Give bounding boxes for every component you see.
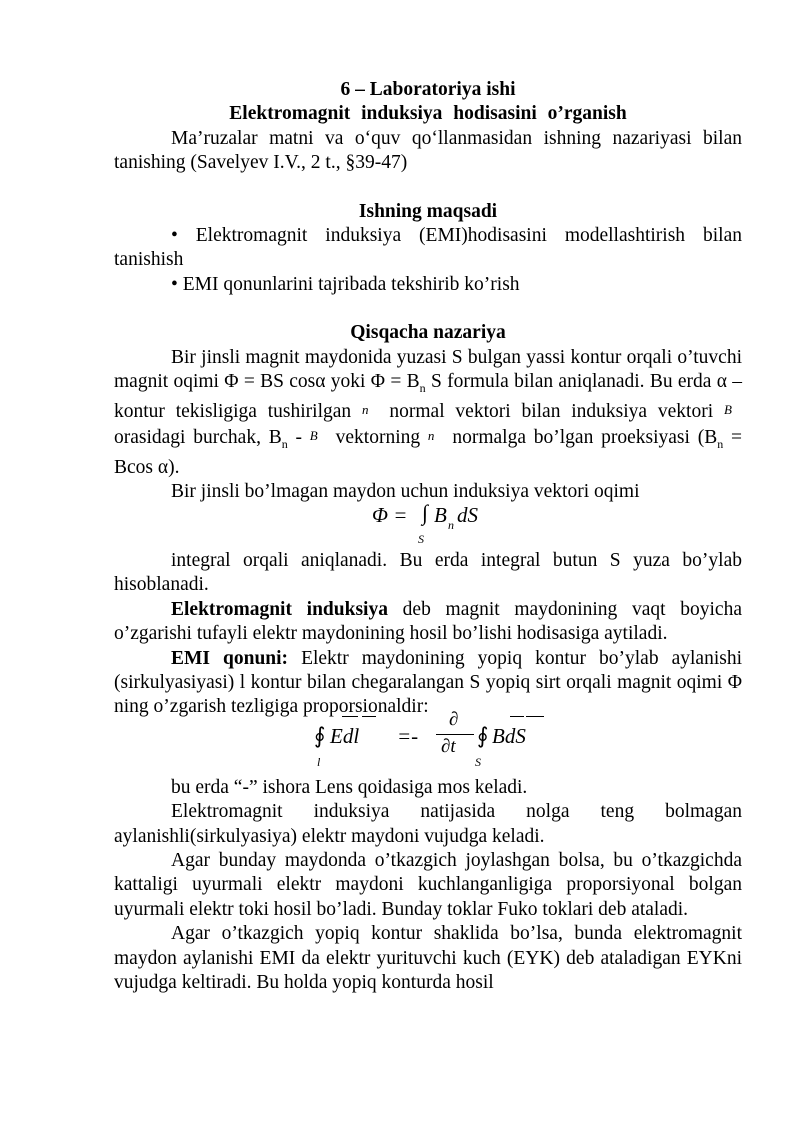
theory-paragraph-4: Elektromagnit induksiya deb magnit maydonining vaqt boyicha o’zgarishi tufayli elektr maydonining hosil bo’lishi hodisasiga aytiladi. [114, 598, 742, 645]
lab-title: Elektromagnit induksiya hodisasini o’rganish [229, 103, 627, 125]
theory-paragraph-1: Bir jinsli magnit maydonida yuzasi S bulgan yassi kontur orqali o’tuvchi magnit oqimi Φ = BS cosα yoki $\Phi = B_n$ S formula bilan aniqlanadi. Bu erda α – kontur tekisligiga tushirilgan n⃗ normal vektori bilan induksiya vektori B⃗ orasidagi burchak, $B_n$ - B⃗ vektorning n⃗ normalga bo’lgan proeksiyasi ($B_n = Bcos$ α). [114, 346, 743, 479]
emi-law-formula: ∮ Edl =- ∂ ∂t ∮ BdS l S [114, 720, 742, 776]
theory-heading: Qisqacha nazariya [350, 322, 506, 344]
induction-vector-symbol: B⃗ [723, 402, 742, 418]
theory-paragraph-8: Agar bunday maydonda o’tkazgich joylashgan bolsa, bu o’tkazgichda kattaligi uyurmali elektr maydoni kuchlanganligiga proporsiyonal bolgan uyurmali elektr toki hosil bo’ladi. Bunday toklar Fuko toklari deb ataladi. [114, 849, 742, 920]
theory-paragraph-2: Bir jinsli bo’lmagan maydon uchun induksiya vektori oqimi [171, 481, 640, 503]
normal-vector-symbol: n⃗ [361, 402, 379, 418]
theory-paragraph-7: Elektromagnit induksiya natijasida nolga teng bolmagan aylanishli(sirkulyasiya) elektr maydoni vujudga keladi. [114, 801, 742, 847]
lab-number: 6 – Laboratoriya ishi [340, 79, 516, 100]
theory-paragraph-6: bu erda “-” ishora Lens qoidasiga mos keladi. [171, 776, 528, 798]
flux-formula: Φ = ∫ B n dS S [372, 499, 478, 546]
intro-paragraph: Ma’ruzalar matni va o‘quv qo‘llanmasidan ishning nazariyasi bilan tanishing (Savelyev I.V., 2 t., §39-47) [114, 127, 742, 174]
goal-bullet-2: • EMI qonunlarini tajribada tekshirib ko’rish [171, 273, 520, 295]
goal-heading: Ishning maqsadi [358, 200, 498, 222]
theory-paragraph-5: EMI qonuni: Elektr maydonining yopiq kontur bo’ylab aylanishi (sirkulyasiyasi) l kontur bilan chegaralangan S yopiq sirt orqali magnit oqimi Φ ning o’zgarish tezligiga proporsionaldir: [114, 647, 742, 718]
theory-paragraph-3: integral orqali aniqlanadi. Bu erda integral butun S yuza bo’ylab hisoblanadi. [114, 549, 742, 596]
theory-paragraph-9: Agar o’tkazgich yopiq kontur shaklida bo’lsa, bunda elektromagnit maydon aylanishi EMI da elektr yurituvchi kuch (EYK) deb ataladigan EYKni vujudga keltiradi. Bu holda yopiq konturda hosil [114, 923, 742, 993]
goal-bullet-1: • Elektromagnit induksiya (EMI)hodisasini modellashtirish bilan tanishish [114, 225, 742, 271]
document-page [114, 78, 742, 995]
